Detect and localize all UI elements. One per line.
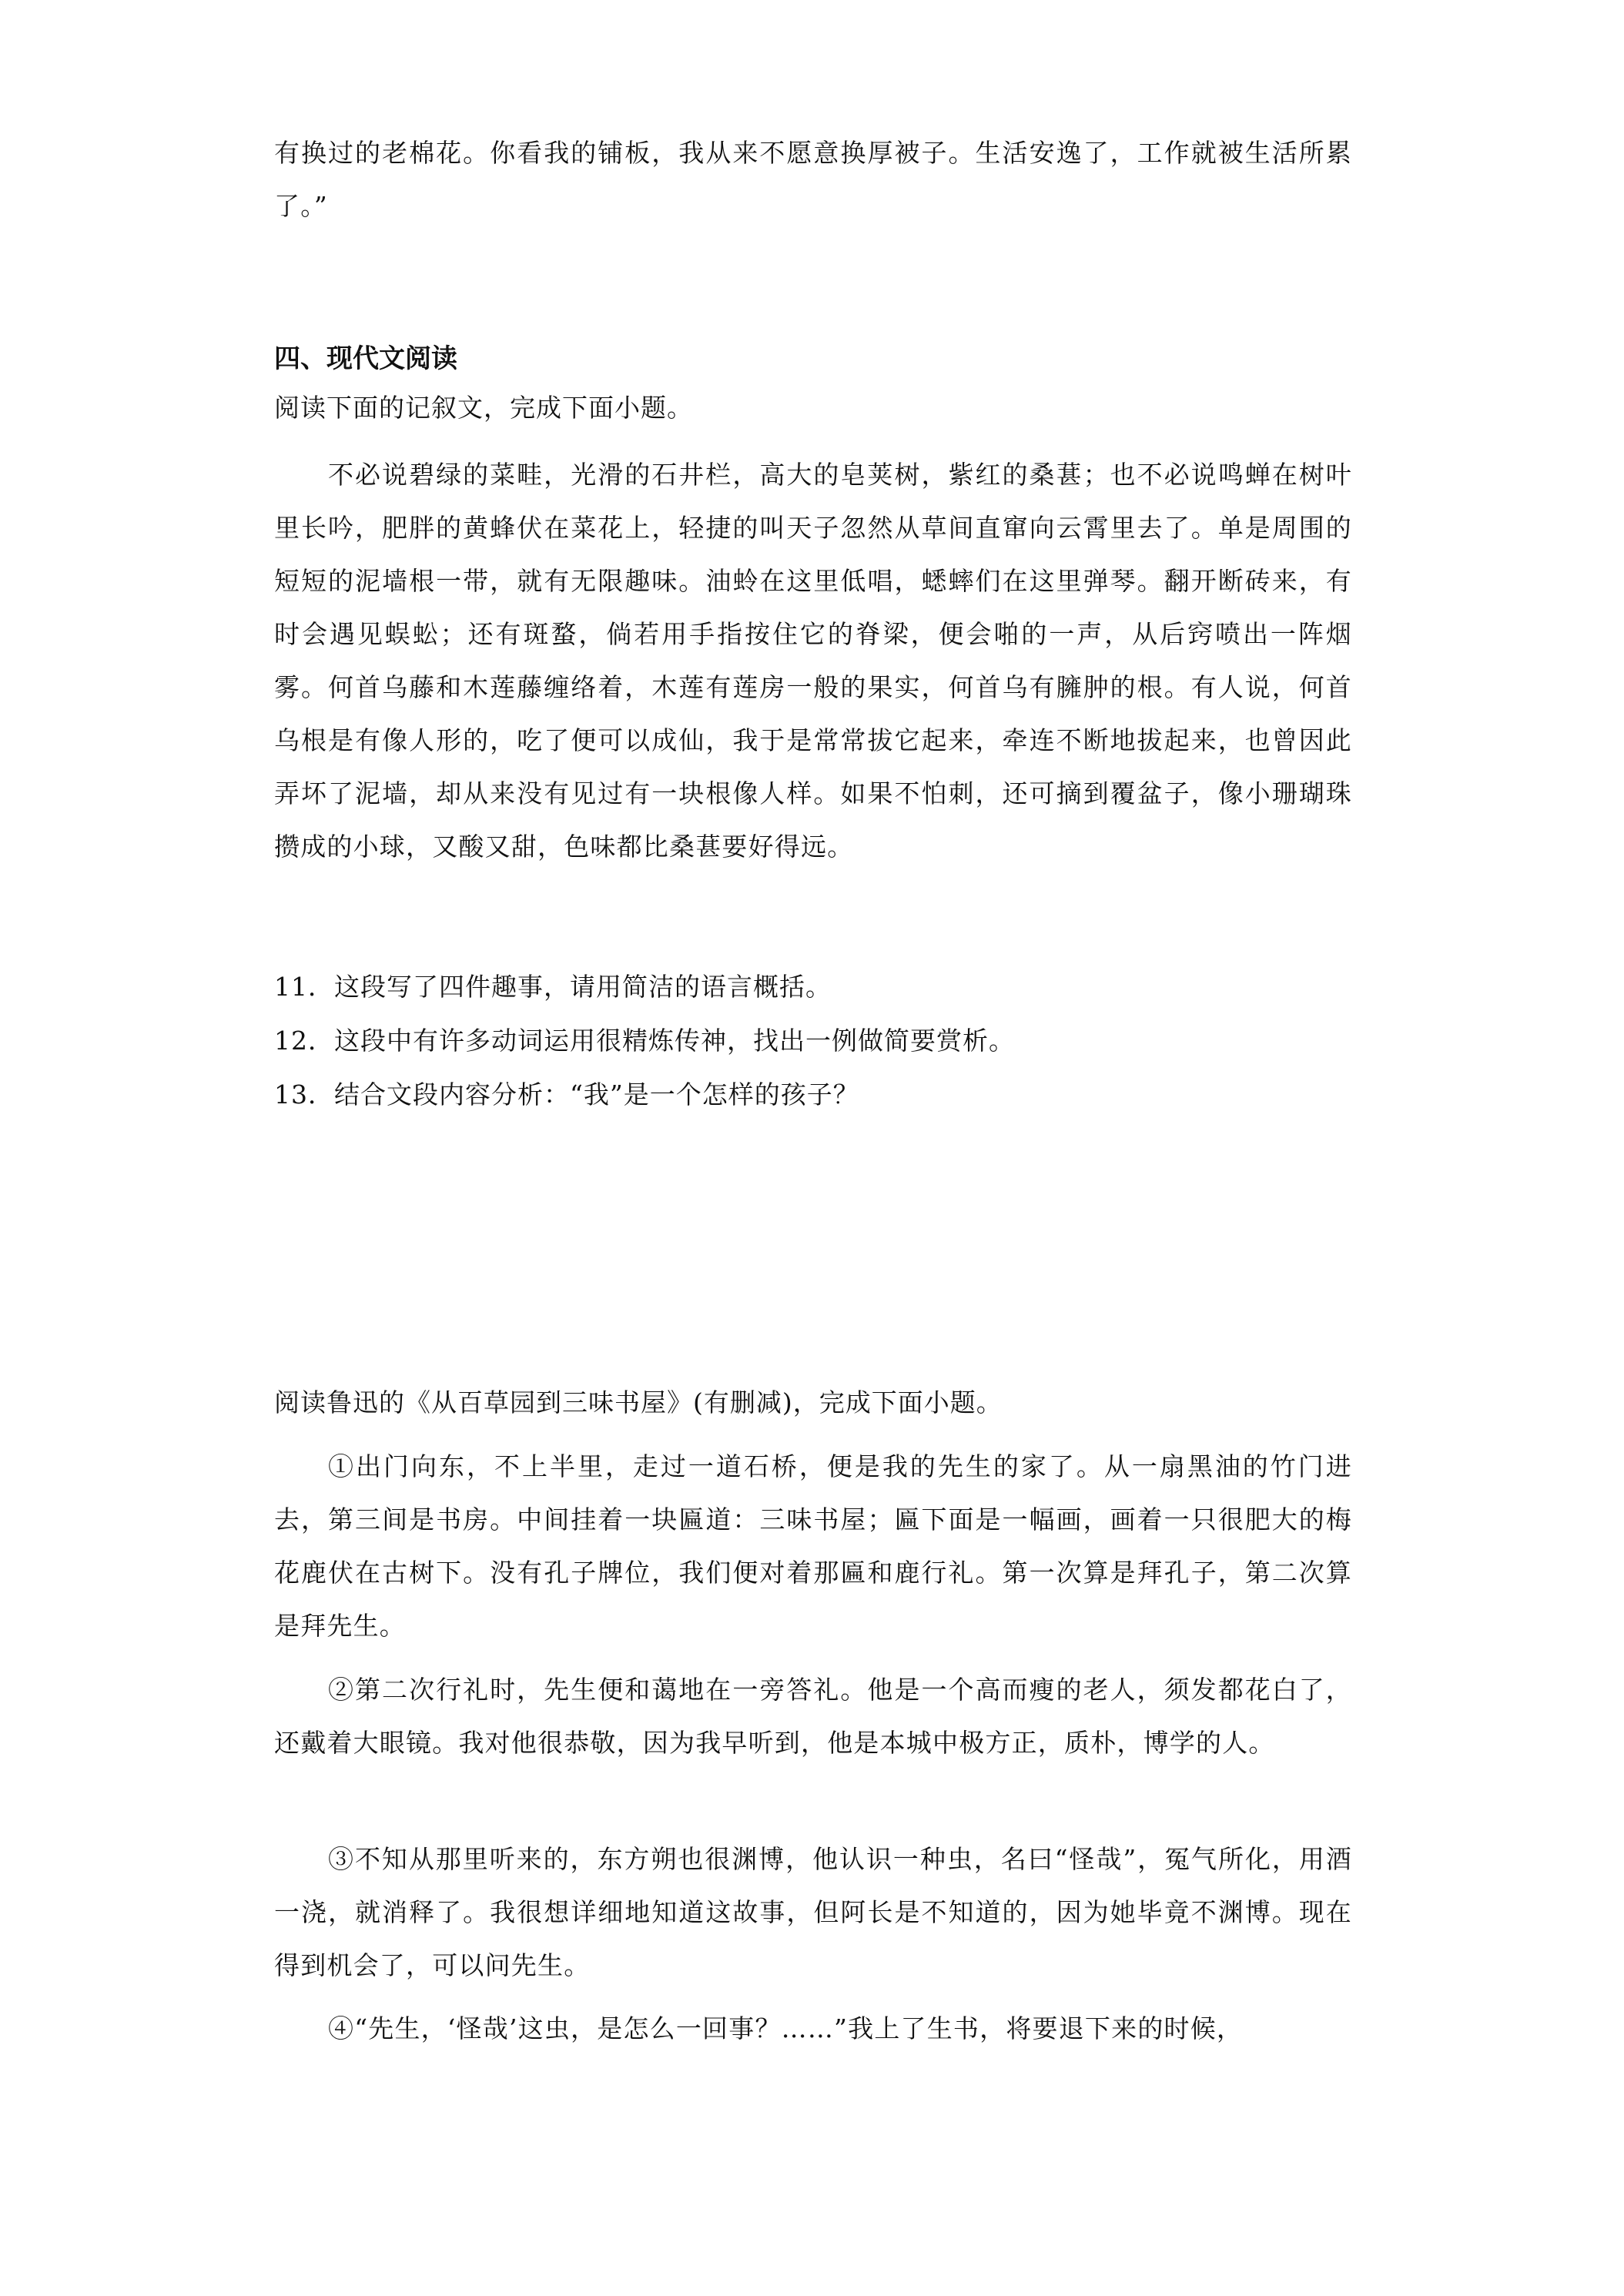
section-heading-modern-reading: 四、现代文阅读 xyxy=(274,343,457,374)
section4-passage: 不必说碧绿的菜畦，光滑的石井栏，高大的皂荚树，紫红的桑葚；也不必说鸣蝉在树叶里长吟，肥胖的黄蜂伏在菜花上，轻捷的叫天子忽然从草间直窜向云霄里去了。单是周围的短短的泥墙根一带，就有无限趣味。油蛉在这里低唱，蟋蟀们在这里弹琴。翻开断砖来，有时会遇见蜈蚣；还有斑蝥，倘若用手指按住它的脊梁，便会啪的一声，从后窍喷出一阵烟雾。何首乌藤和木莲藤缠络着，木莲有莲房一般的果实，何首乌有臃肿的根。有人说，何首乌根是有像人形的，吃了便可以成仙，我于是常常拔它起来，牵连不断地拔起来，也曾因此弄坏了泥墙，却从来没有见过有一块根像人样。如果不怕刺，还可摘到覆盆子，像小珊瑚珠攒成的小球，又酸又甜，色味都比桑葚要好得远。 xyxy=(274,460,1352,862)
section5-paragraph-4: ④“先生，‘怪哉’这虫，是怎么一回事？……”我上了生书，将要退下来的时候， xyxy=(328,2013,1244,2043)
question-13: 13．结合文段内容分析：“我”是一个怎样的孩子？ xyxy=(274,1079,859,1110)
section5-paragraph-3: ③不知从那里听来的，东方朔也很渊博，他认识一种虫，名曰“怪哉”，冤气所化，用酒一浇，就消释了。我很想详细地知道这故事，但阿长是不知道的，因为她毕竟不渊博。现在得到机会了，可以问先生。 xyxy=(274,1844,1352,1980)
section5-paragraph-2: ②第二次行礼时，先生便和蔼地在一旁答礼。他是一个高而瘦的老人，须发都花白了，还戴着大眼镜。我对他很恭敬，因为我早听到，他是本城中极方正，质朴，博学的人。 xyxy=(274,1675,1352,1758)
continuation-paragraph: 有换过的老棉花。你看我的铺板，我从来不愿意换厚被子。生活安逸了，工作就被生活所累了。” xyxy=(274,138,1352,221)
section5-paragraph-1: ①出门向东，不上半里，走过一道石桥，便是我的先生的家了。从一扇黑油的竹门进去，第三间是书房。中间挂着一块匾道：三味书屋；匾下面是一幅画，画着一只很肥大的梅花鹿伏在古树下。没有孔子牌位，我们便对着那匾和鹿行礼。第一次算是拜孔子，第二次算是拜先生。 xyxy=(274,1451,1352,1641)
section4-instruction: 阅读下面的记叙文，完成下面小题。 xyxy=(274,393,693,423)
question-12: 12．这段中有许多动词运用很精炼传神，找出一例做简要赏析。 xyxy=(274,1026,1015,1056)
question-11: 11．这段写了四件趣事，请用简洁的语言概括。 xyxy=(274,972,832,1002)
section5-instruction: 阅读鲁迅的《从百草园到三味书屋》(有删减)，完成下面小题。 xyxy=(274,1387,1003,1417)
